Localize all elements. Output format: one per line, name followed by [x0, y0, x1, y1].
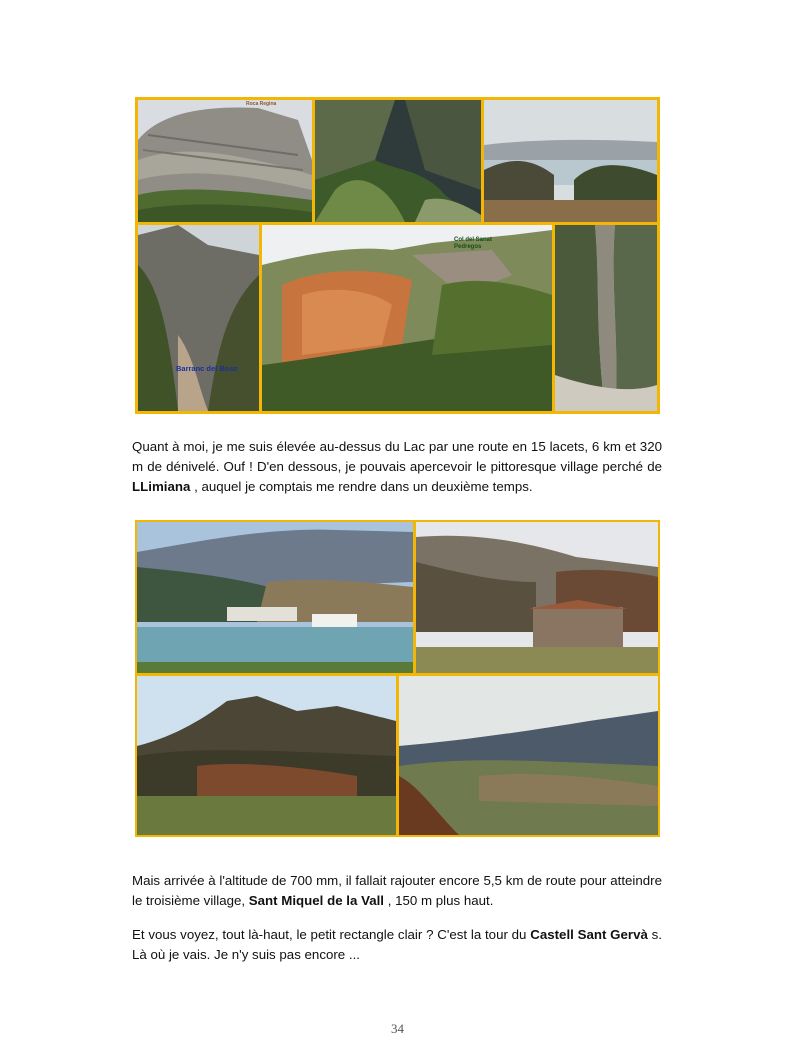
paragraph-1-text-a: Quant à moi, je me suis élevée au-dessus du Lac par une route en 15 lacets, 6 km et 320 m de dénivelé. Ouf ! D'en dessous, je pouvais apercevoir le pittoresque village perché de [132, 439, 662, 474]
paragraph-2-text-a: Mais arrivée à l'altitude de 700 mm, il fallait rajouter encore 5,5 km de route pour atteindre le troisième village, [132, 873, 662, 908]
paragraph-3-text-a: Et vous voyez, tout là-haut, le petit rectangle clair ? C'est la tour du [132, 927, 531, 942]
photo-vertical-canyon [555, 225, 657, 411]
photo-barranc-gorge [138, 225, 259, 411]
photo-lake-village [137, 522, 413, 673]
photo-valley-view [399, 676, 658, 835]
photo-orange-cliff [262, 225, 552, 411]
paragraph-lacets [132, 437, 662, 497]
label-barranc-del-bosc: Barranc del Bosc [176, 364, 238, 373]
photo-lake-view [484, 100, 657, 222]
bottom-photo-collage [135, 520, 660, 837]
place-llimiana: LLimiana [132, 479, 191, 494]
paragraph-1-text-b: , auquel je comptais me rendre dans un deuxième temps. [190, 479, 533, 494]
paragraph-2-text-b: , 150 m plus haut. [384, 893, 494, 908]
place-sant-miquel: Sant Miquel de la Vall [248, 893, 384, 908]
paragraph-3-text-b: s. Là où je vais. Je n'y suis pas encore ... [132, 927, 662, 962]
photo-green-gorge [315, 100, 481, 222]
photo-hillside-village [137, 676, 396, 835]
photo-stone-house [416, 522, 658, 673]
label-roca-regina: Roca Regina [246, 101, 277, 107]
photo-rock-cliff [138, 100, 312, 222]
label-col-line-1: Col del Sanat [454, 237, 493, 243]
place-castell-sant-gerva: Castell Sant Gervà [530, 927, 648, 942]
paragraph-altitude [132, 871, 662, 911]
paragraph-castell [132, 925, 662, 965]
top-photo-collage [135, 97, 660, 414]
page-number: 34 [391, 1021, 404, 1036]
label-col-line-2: Pedregos [454, 244, 482, 250]
